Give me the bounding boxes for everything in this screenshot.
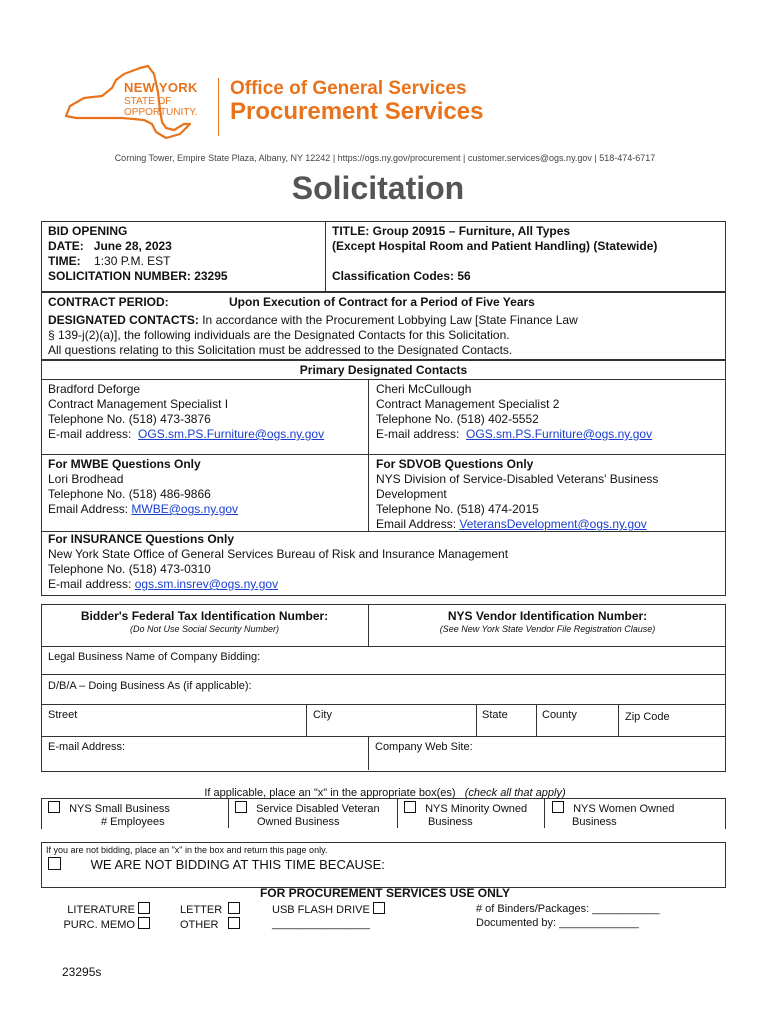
insurance-email-label: E-mail address: bbox=[48, 577, 132, 591]
office-use-col2 bbox=[180, 902, 240, 932]
documented-blank[interactable]: _____________ bbox=[559, 917, 639, 929]
contact-left-email-label: E-mail address: bbox=[48, 427, 132, 441]
contact-left-email-link[interactable]: OGS.sm.PS.Furniture@ogs.ny.gov bbox=[138, 427, 325, 441]
bid-opening-label: BID OPENING bbox=[48, 224, 128, 238]
mwbe-email-label: Email Address: bbox=[48, 502, 129, 516]
mwbe-phone: Telephone No. (518) 486-9866 bbox=[48, 487, 211, 501]
purc-memo-label: PURC. MEMO bbox=[63, 919, 135, 931]
applicable-prompt-note: (check all that apply) bbox=[464, 787, 566, 799]
ny-state-word3: OPPORTUNITY. bbox=[124, 107, 198, 118]
minority-owned-label: NYS Minority Owned bbox=[425, 803, 528, 815]
sdvob-phone: Telephone No. (518) 474-2015 bbox=[376, 502, 539, 516]
email-field[interactable] bbox=[42, 737, 367, 769]
contact-left bbox=[48, 382, 324, 442]
website-field[interactable] bbox=[369, 737, 724, 769]
binders-label: # of Binders/Packages: bbox=[476, 903, 590, 915]
contact-right-email-label: E-mail address: bbox=[376, 427, 460, 441]
sdvob-heading: For SDVOB Questions Only bbox=[376, 457, 534, 471]
letter-checkbox[interactable] bbox=[228, 902, 240, 914]
zip-label: Zip Code bbox=[625, 711, 670, 723]
division-name: Procurement Services bbox=[230, 98, 484, 125]
sdvob-contact bbox=[376, 457, 658, 532]
contact-right bbox=[376, 382, 652, 442]
office-use-col1 bbox=[56, 902, 150, 932]
option-small-business[interactable] bbox=[48, 801, 170, 828]
small-business-checkbox[interactable] bbox=[48, 801, 60, 813]
option-sdvob[interactable] bbox=[235, 801, 380, 828]
address-line: Corning Tower, Empire State Plaza, Albany, NY 12242 | https://ogs.ny.gov/procurement | customer.services@ogs.ny.gov | 518-474-6717 bbox=[114, 153, 656, 163]
dba-field[interactable] bbox=[42, 675, 724, 703]
page-title: Solicitation bbox=[291, 170, 465, 206]
contact-right-name: Cheri McCullough bbox=[376, 382, 472, 396]
solicitation-number: SOLICITATION NUMBER: 23295 bbox=[48, 269, 228, 283]
contact-left-name: Bradford Deforge bbox=[48, 382, 141, 396]
contact-right-phone: Telephone No. (518) 402-5552 bbox=[376, 412, 539, 426]
women-owned-checkbox[interactable] bbox=[552, 801, 564, 813]
usb-checkbox[interactable] bbox=[373, 902, 385, 914]
ny-state-word1: NEW YORK bbox=[124, 80, 198, 95]
legal-name-field[interactable] bbox=[42, 647, 724, 673]
street-field[interactable] bbox=[42, 705, 305, 735]
time-label: TIME: bbox=[48, 254, 81, 268]
not-bidding-statement: WE ARE NOT BIDDING AT THIS TIME BECAUSE: bbox=[90, 857, 385, 872]
mwbe-heading: For MWBE Questions Only bbox=[48, 457, 201, 471]
mwbe-name: Lori Brodhead bbox=[48, 472, 124, 486]
other-label: OTHER bbox=[180, 919, 219, 931]
county-label: County bbox=[542, 709, 577, 721]
date-value: June 28, 2023 bbox=[93, 239, 172, 253]
state-field[interactable] bbox=[477, 705, 535, 735]
applicable-prompt-text: If applicable, place an "x" in the appropriate box(es) bbox=[204, 787, 456, 799]
option-minority-owned[interactable] bbox=[404, 801, 527, 828]
vendor-id-label: NYS Vendor Identification Number: bbox=[447, 609, 648, 623]
option-women-owned[interactable] bbox=[552, 801, 674, 828]
office-name: Office of General Services bbox=[230, 78, 467, 99]
time-value: 1:30 P.M. EST bbox=[94, 254, 171, 268]
tax-id-label: Bidder's Federal Tax Identification Number: bbox=[80, 609, 329, 623]
sdvob-email-label: Email Address: bbox=[376, 517, 457, 531]
state-label: State bbox=[482, 709, 508, 721]
email-label: E-mail Address: bbox=[48, 741, 126, 753]
minority-owned-line2: Business bbox=[428, 816, 473, 828]
usb-label: USB FLASH DRIVE bbox=[272, 904, 370, 916]
purc-memo-checkbox[interactable] bbox=[138, 917, 150, 929]
legal-name-label: Legal Business Name of Company Bidding: bbox=[48, 651, 261, 663]
street-label: Street bbox=[48, 709, 78, 721]
bid-title-line1: TITLE: Group 20915 – Furniture, All Types bbox=[332, 224, 571, 238]
vendor-id-note: (See New York State Vendor File Registration Clause) bbox=[439, 624, 656, 634]
insurance-line1: New York State Office of General Services Bureau of Risk and Insurance Management bbox=[48, 547, 509, 561]
sdvob-option-label: Service Disabled Veteran bbox=[256, 803, 380, 815]
designated-contacts-text bbox=[48, 313, 718, 358]
date-label: DATE: bbox=[48, 239, 84, 253]
office-use-col3 bbox=[272, 902, 385, 931]
logo-divider bbox=[218, 78, 219, 136]
literature-label: LITERATURE bbox=[67, 904, 135, 916]
not-bidding-instruction: If you are not bidding, place an "x" in the box and return this page only. bbox=[46, 845, 328, 855]
office-use-col4 bbox=[476, 902, 659, 930]
designated-label: DESIGNATED CONTACTS: bbox=[48, 313, 199, 327]
sdvob-option-line2: Owned Business bbox=[257, 816, 340, 828]
mwbe-email-link[interactable]: MWBE@ogs.ny.gov bbox=[131, 502, 239, 516]
literature-checkbox[interactable] bbox=[138, 902, 150, 914]
tax-id-note: (Do Not Use Social Security Number) bbox=[129, 624, 280, 634]
city-field[interactable] bbox=[307, 705, 475, 735]
sdvob-line1: NYS Division of Service-Disabled Veterans' Business bbox=[376, 472, 659, 486]
contract-period-label: CONTRACT PERIOD: bbox=[48, 295, 169, 309]
ny-state-word2: STATE OF bbox=[124, 96, 172, 107]
classification-codes: Classification Codes: 56 bbox=[332, 269, 471, 283]
designated-text1: In accordance with the Procurement Lobbying Law [State Finance Law bbox=[198, 313, 578, 327]
bid-title-line2: (Except Hospital Room and Patient Handling) (Statewide) bbox=[332, 239, 658, 253]
not-bidding-checkbox[interactable] bbox=[48, 857, 61, 870]
city-label: City bbox=[313, 709, 332, 721]
zip-field[interactable] bbox=[619, 705, 724, 735]
designated-text2: § 139-j(2)(a)], the following individuals are the Designated Contacts for this Solicitation. bbox=[48, 328, 510, 342]
mwbe-contact bbox=[48, 457, 238, 517]
minority-owned-checkbox[interactable] bbox=[404, 801, 416, 813]
insurance-phone: Telephone No. (518) 473-0310 bbox=[48, 562, 211, 576]
vendor-id-field[interactable] bbox=[369, 605, 724, 645]
contract-period-value: Upon Execution of Contract for a Period of Five Years bbox=[229, 295, 535, 309]
contact-left-role: Contract Management Specialist I bbox=[48, 397, 229, 411]
binders-blank[interactable]: ___________ bbox=[592, 903, 660, 915]
sdvob-line2: Development bbox=[376, 487, 447, 501]
women-owned-line2: Business bbox=[572, 816, 617, 828]
designated-text3: All questions relating to this Solicitation must be addressed to the Designated Contacts. bbox=[48, 343, 513, 357]
not-bidding-option[interactable] bbox=[48, 857, 385, 872]
other-checkbox[interactable] bbox=[228, 917, 240, 929]
contact-left-phone: Telephone No. (518) 473-3876 bbox=[48, 412, 211, 426]
primary-contacts-heading: Primary Designated Contacts bbox=[299, 363, 468, 377]
dba-label: D/B/A – Doing Business As (if applicable): bbox=[48, 680, 252, 692]
county-field[interactable] bbox=[537, 705, 617, 735]
bid-opening-block bbox=[48, 224, 228, 284]
insurance-contact bbox=[48, 532, 508, 592]
sdvob-email-link[interactable]: VeteransDevelopment@ogs.ny.gov bbox=[459, 517, 647, 531]
insurance-heading: For INSURANCE Questions Only bbox=[48, 532, 235, 546]
footer-code: 23295s bbox=[62, 965, 102, 979]
usb-blank[interactable]: ________________ bbox=[272, 918, 370, 930]
documented-label: Documented by: bbox=[476, 917, 557, 929]
contact-right-role: Contract Management Specialist 2 bbox=[376, 397, 560, 411]
tax-id-field[interactable] bbox=[42, 605, 367, 645]
women-owned-label: NYS Women Owned bbox=[573, 803, 675, 815]
small-business-label: NYS Small Business bbox=[69, 803, 170, 815]
small-business-employees: # Employees bbox=[101, 816, 165, 828]
letter-label: LETTER bbox=[180, 904, 223, 916]
sdvob-checkbox[interactable] bbox=[235, 801, 247, 813]
insurance-email-link[interactable]: ogs.sm.insrev@ogs.ny.gov bbox=[134, 577, 279, 591]
contact-right-email-link[interactable]: OGS.sm.PS.Furniture@ogs.ny.gov bbox=[466, 427, 653, 441]
office-use-heading: FOR PROCUREMENT SERVICES USE ONLY bbox=[259, 886, 511, 900]
website-label: Company Web Site: bbox=[375, 741, 473, 753]
title-block bbox=[332, 224, 657, 254]
